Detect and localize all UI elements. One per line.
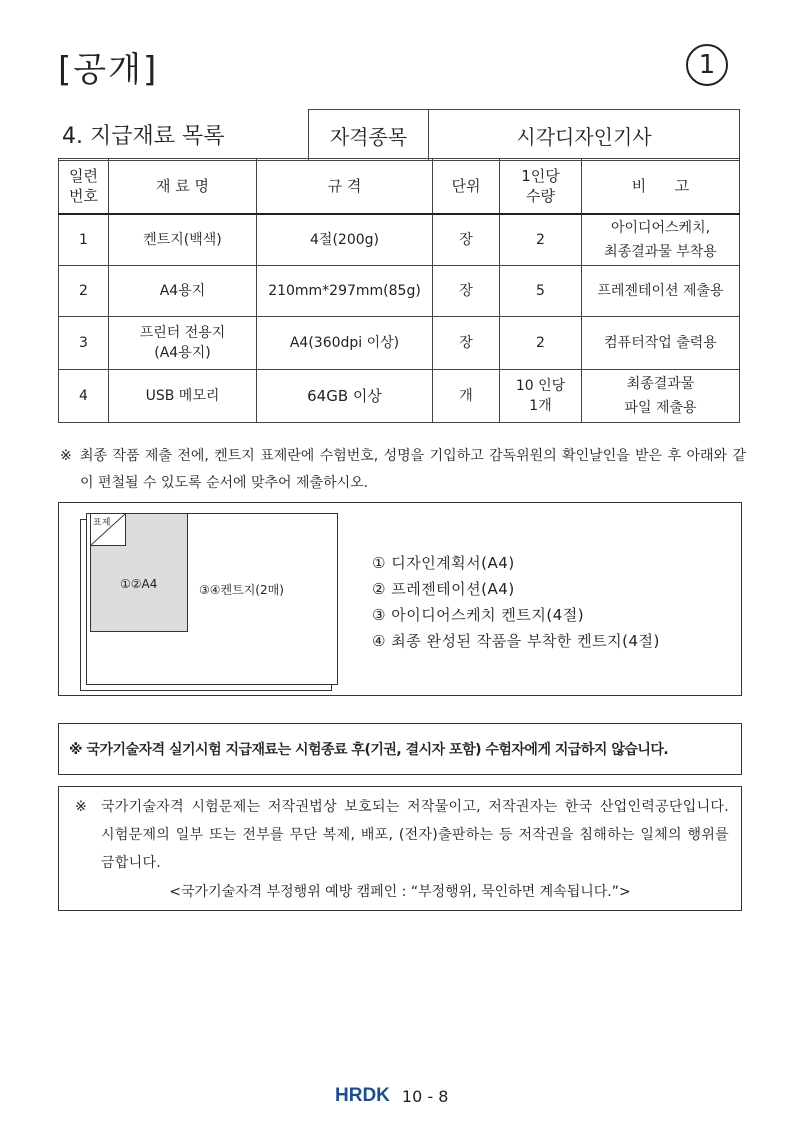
col-note: 비 고	[582, 159, 740, 215]
row-name: 켄트지(백색)	[109, 214, 257, 266]
copyright-text: 국가기술자격 시험문제는 저작권법상 보호되는 저작물이고, 저작권자는 한국 산업인력공단입니다. 시험문제의 일부 또는 전부를 무단 복제, 배포, (전자)출판하는 등 저작권을 침해하는 일체의 행위를 금합니다.	[101, 799, 729, 871]
legend-item: ④ 최종 완성된 작품을 부착한 켄트지(4절)	[372, 632, 660, 650]
col-qty: 1인당 수량	[500, 159, 582, 215]
row-qty: 2	[500, 317, 582, 370]
title-corner	[90, 513, 126, 546]
title-field-label: 표제	[93, 518, 111, 528]
copyright-mark: ※	[75, 799, 87, 815]
col-spec: 규 격	[257, 159, 433, 215]
disclosure-label: [공개]	[58, 50, 159, 90]
row-spec: A4(360dpi 이상)	[257, 317, 433, 370]
table-row	[59, 317, 740, 370]
table-row	[59, 370, 740, 423]
table-header-row	[59, 159, 740, 215]
category-value: 시각디자인기사	[429, 110, 740, 161]
row-name: USB 메모리	[109, 370, 257, 423]
row-no: 1	[59, 214, 109, 266]
row-no: 4	[59, 370, 109, 423]
row-note: 프레젠테이션 제출용	[582, 266, 740, 317]
campaign-text: <국가기술자격 부정행위 예방 캠페인 : “부정행위, 묵인하면 계속됩니다.”>	[169, 884, 631, 900]
a4-label: ①②A4	[120, 577, 158, 591]
kent-label: ③④켄트지(2매)	[199, 583, 284, 597]
row-spec: 210mm*297mm(85g)	[257, 266, 433, 317]
submission-note	[60, 443, 746, 497]
row-spec: 4절(200g)	[257, 214, 433, 266]
col-unit: 단위	[433, 159, 500, 215]
legend-item: ③ 아이디어스케치 켄트지(4절)	[372, 606, 585, 624]
row-no: 2	[59, 266, 109, 317]
page-number: 10 - 8	[401, 1086, 449, 1106]
row-qty: 10 인당 1개	[500, 370, 582, 423]
note-text: 최종 작품 제출 전에, 켄트지 표제란에 수험번호, 성명을 기입하고 감독위원의 확인날인을 받은 후 아래와 같이 편철될 수 있도록 순서에 맞추어 제출하시오.	[80, 448, 746, 491]
row-note: 컴퓨터작업 출력용	[582, 317, 740, 370]
row-note: 최종결과물 파일 제출용	[582, 370, 740, 423]
footer	[335, 1085, 448, 1107]
table-row	[59, 214, 740, 266]
row-unit: 장	[433, 214, 500, 266]
copyright-notice	[58, 786, 742, 911]
row-unit: 장	[433, 266, 500, 317]
row-name: 프린터 전용지 (A4용지)	[109, 317, 257, 370]
col-no: 일련 번호	[59, 159, 109, 215]
category-label: 자격종목	[309, 110, 429, 161]
section-title: 4. 지급재료 목록	[58, 110, 309, 161]
legend-item: ① 디자인계획서(A4)	[372, 554, 515, 572]
row-qty: 5	[500, 266, 582, 317]
legend-item: ② 프레젠테이션(A4)	[372, 580, 515, 598]
title-table	[58, 109, 740, 161]
row-unit: 장	[433, 317, 500, 370]
col-name: 재 료 명	[109, 159, 257, 215]
row-note: 아이디어스케치, 최종결과물 부착용	[582, 214, 740, 266]
table-row	[59, 266, 740, 317]
row-qty: 2	[500, 214, 582, 266]
note-mark: ※	[60, 448, 72, 464]
material-notice: ※ 국가기술자격 실기시험 지급재료는 시험종료 후(기권, 결시자 포함) 수험자에게 지급하지 않습니다.	[58, 723, 742, 775]
row-spec: 64GB 이상	[257, 370, 433, 423]
materials-table	[58, 158, 740, 423]
page-number-circle: 1	[686, 44, 728, 86]
hrdk-logo: HRDK	[335, 1085, 390, 1106]
row-name: A4용지	[109, 266, 257, 317]
row-no: 3	[59, 317, 109, 370]
row-unit: 개	[433, 370, 500, 423]
binding-legend	[372, 550, 660, 654]
